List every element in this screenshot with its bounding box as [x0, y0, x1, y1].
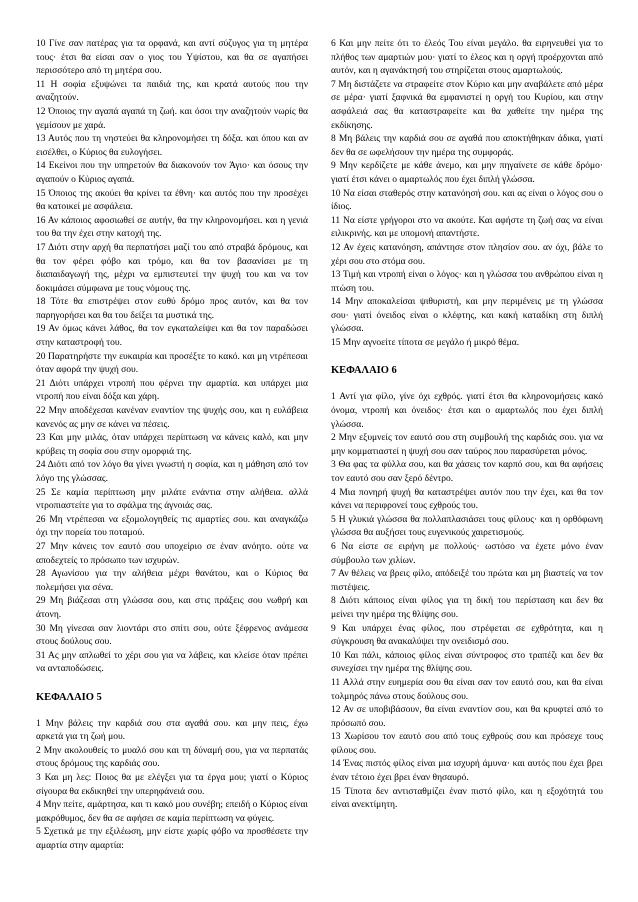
verse-paragraph: 29 Μη βιάζεσαι στη γλώσσα σου, και στις πράξεις σου νωθρή και άτονη. [36, 596, 308, 620]
verse-paragraph: 16 Αν κάποιος αφοσιωθεί σε αυτήν, θα την κληρονομήσει. και η γενιά του θα την έχει στην κατοχή της. [36, 215, 308, 240]
verse-paragraph: 2 Μην ακολουθείς το μυαλό σου και τη δύναμή σου, για να περπατάς στους δρόμους της καρδιάς σου. [36, 745, 308, 770]
verse-paragraph: 11 Αλλά στην ευημερία σου θα είναι σαν τον εαυτό σου, και θα είναι τολμηρός πάνω στους δούλους σου. [331, 677, 603, 702]
verse-paragraph: 6 Να είστε σε ειρήνη με πολλούς· ωστόσο να έχετε μόνο έναν σύμβουλο των χιλίων. [331, 541, 603, 566]
verse-paragraph: 6 Και μην πείτε ότι το έλεός Του είναι μεγάλο. θα ειρηνευθεί για το πλήθος των αμαρτιών μου· γιατί το έλεος και η οργή προέρχονται από αυτόν, και η αγανάκτησή του στηρίζεται στους αμαρτωλούς. [331, 39, 603, 77]
verse-paragraph: 10 Και πάλι, κάποιος φίλος είναι σύντροφος στο τραπέζι και δεν θα συνεχίσει την ημέρα της θλίψης σου. [331, 650, 603, 675]
verse-paragraph: 10 Να είσαι σταθερός στην κατανόησή σου. και ας είναι ο λόγος σου ο ίδιος. [331, 188, 603, 213]
verse-paragraph: 7 Μη διστάζετε να στραφείτε στον Κύριο και μην αναβάλετε από μέρα σε μέρα· γιατί ξαφνικά θα εμφανιστεί η οργή του Κυρίου, και στην ασφάλειά σας θα καταστραφείτε και θα χαθείτε την ημέρα της εκδίκησης. [331, 79, 603, 131]
verse-paragraph: 3 Θα φας τα φύλλα σου, και θα χάσεις τον καρπό σου, και θα αφήσεις τον εαυτό σου σαν ξερό δέντρο. [331, 460, 603, 484]
right-text-column [331, 38, 603, 813]
verse-paragraph: 12 Αν έχεις κατανόηση, απάντησε στον πλησίον σου. αν όχι, βάλε το χέρι σου στο στόμα σου. [331, 242, 603, 267]
verse-paragraph: 14 Ένας πιστός φίλος είναι μια ισχυρή άμυνα· και αυτός που έχει βρει έναν τέτοιο έχει βρει έναν θησαυρό. [331, 759, 603, 784]
verse-paragraph: 13 Αυτός που τη νηστεύει θα κληρονομήσει τη δόξα. και όπου και αν εισέλθει, ο Κύριος θα ευλογήσει. [36, 134, 308, 158]
verse-paragraph: 27 Μην κάνεις τον εαυτό σου υποχείριο σε έναν ανόητο. ούτε να αποδεχτείς το πρόσωπο των ισχυρών. [36, 541, 308, 566]
verse-paragraph: 7 Αν θέλεις να βρεις φίλο, απόδειξέ του πρώτα και μη βιαστείς να τον πιστέψεις. [331, 569, 603, 593]
verse-paragraph: 18 Τότε θα επιστρέψει στον ευθύ δρόμο προς αυτόν, και θα τον παρηγορήσει και θα του δείξει τα μυστικά της. [36, 297, 308, 321]
left-text-column [36, 38, 308, 854]
verse-paragraph: 14 Εκείνοι που την υπηρετούν θα διακονούν τον Άγιο· και όσους την αγαπούν ο Κύριος αγαπά. [36, 161, 308, 185]
verse-paragraph: 13 Τιμή και ντροπή είναι ο λόγος· και η γλώσσα του ανθρώπου είναι η πτώση του. [331, 270, 603, 294]
verse-paragraph: 8 Διότι κάποιος είναι φίλος για τη δική του περίσταση και δεν θα μείνει την ημέρα της θλίψης σου. [331, 596, 603, 620]
verse-paragraph: 17 Διότι στην αρχή θα περπατήσει μαζί του από στραβά δρόμους, και θα τον φέρει φόβο και τρόμο, και θα τον βασανίσει με τη διαπαιδαγωγή της, μέχρι να εμπιστευτεί την ψυχή του και να τον δοκιμάσει σύμφωνα με τους νόμους της. [36, 242, 308, 294]
verse-paragraph: 11 Να είστε γρήγοροι στο να ακούτε. Και αφήστε τη ζωή σας να είναι ειλικρινής. και με υπομονή απαντήστε. [331, 215, 603, 240]
verse-paragraph: 4 Μια πονηρή ψυχή θα καταστρέψει αυτόν που την έχει, και θα τον κάνει να περιφρονεί τους εχθρούς του. [331, 487, 603, 512]
paragraph-spacer [36, 677, 308, 691]
verse-paragraph: 5 Σχετικά με την εξιλέωση, μην είστε χωρίς φόβο να προσθέσετε την αμαρτία στην αμαρτία: [36, 827, 308, 852]
verse-paragraph: 15 Μην αγνοείτε τίποτα σε μεγάλο ή μικρό θέμα. [331, 338, 520, 349]
verse-paragraph: 9 Μην κερδίζετε με κάθε άνεμο, και μην πηγαίνετε σε κάθε δρόμο· γιατί έτσι κάνει ο αμαρτωλός που έχει διπλή γλώσσα. [331, 161, 603, 185]
verse-paragraph: 31 Ας μην απλωθεί το χέρι σου για να λάβεις, και κλείσε όταν πρέπει να ανταποδώσεις. [36, 650, 308, 675]
paragraph-spacer [331, 378, 603, 392]
verse-paragraph: 12 Όποιος την αγαπά αγαπά τη ζωή. και όσοι την αναζητούν νωρίς θα γεμίσουν με χαρά. [36, 106, 308, 131]
verse-paragraph: 20 Παρατηρήστε την ευκαιρία και προσέξτε το κακό. και μη ντρέπεσαι όταν αφορά την ψυχή σου. [36, 351, 308, 376]
verse-paragraph: 3 Και μη λες: Ποιος θα με ελέγξει για τα έργα μου; γιατί ο Κύριος σίγουρα θα εκδικηθεί την υπερηφάνειά σου. [36, 773, 308, 797]
verse-paragraph: 1 Μην βάλεις την καρδιά σου στα αγαθά σου. και μην πεις, έχω αρκετά για τη ζωή μου. [36, 718, 308, 743]
verse-paragraph: 4 Μην πείτε, αμάρτησα, και τι κακό μου συνέβη; επειδή ο Κύριος είναι μακρόθυμος, δεν θα σε αφήσει σε καμία περίπτωση να φύγεις. [36, 800, 308, 824]
verse-paragraph: 12 Αν σε υποβιβάσουν, θα είναι εναντίον σου, και θα κρυφτεί από το πρόσωπό σου. [331, 705, 603, 729]
verse-paragraph: 11 Η σοφία εξυψώνει τα παιδιά της, και κρατά αυτούς που την αναζητούν. [36, 79, 308, 104]
chapter-heading: ΚΕΦΑΛΑΙΟ 5 [36, 691, 102, 703]
chapter-heading: ΚΕΦΑΛΑΙΟ 6 [331, 365, 397, 377]
verse-paragraph: 5 Η γλυκιά γλώσσα θα πολλαπλασιάσει τους φίλους· και η ορθόφωνη γλώσσα θα αυξήσει τους ευγενικούς χαιρετισμούς. [331, 514, 603, 539]
verse-paragraph: 28 Αγωνίσου για την αλήθεια μέχρι θανάτου, και ο Κύριος θα πολεμήσει για σένα. [36, 569, 308, 593]
verse-paragraph: 19 Αν όμως κάνει λάθος, θα τον εγκαταλείψει και θα τον παραδώσει στην καταστροφή του. [36, 324, 308, 349]
verse-paragraph: 1 Αντί για φίλο, γίνε όχι εχθρός. γιατί έτσι θα κληρονομήσεις κακό όνομα, ντροπή και όνειδος· έτσι και ο αμαρτωλός που έχει διπλή γλώσσα. [331, 392, 603, 430]
verse-paragraph: 21 Διότι υπάρχει ντροπή που φέρνει την αμαρτία. και υπάρχει μια ντροπή που είναι δόξα και χάρη. [36, 378, 308, 403]
verse-paragraph: 24 Διότι από τον λόγο θα γίνει γνωστή η σοφία, και η μάθηση από τον λόγο της γλώσσας. [36, 460, 308, 484]
verse-paragraph: 26 Μη ντρέπεσαι να εξομολογηθείς τις αμαρτίες σου. και αναγκάζω όχι την πορεία του ποταμού. [36, 514, 308, 539]
verse-paragraph: 23 Και μην μιλάς, όταν υπάρχει περίπτωση να κάνεις καλό, και μην κρύβεις τη σοφία σου στην ομορφιά της. [36, 433, 308, 457]
verse-paragraph: 10 Γίνε σαν πατέρας για τα ορφανά, και αντί σύζυγος για τη μητέρα τους· έτσι θα είσαι σαν ο γιος του Υψίστου, και θα σε αγαπήσει περισσότερο από τη μητέρα σου. [36, 39, 308, 77]
verse-paragraph: 15 Τίποτα δεν αντισταθμίζει έναν πιστό φίλο, και η εξοχότητά του είναι ανεκτίμητη. [331, 786, 603, 811]
verse-paragraph: 15 Όποιος της ακούει θα κρίνει τα έθνη· και αυτός που την προσέχει θα κατοικεί με ασφάλεια. [36, 188, 308, 213]
verse-paragraph: 30 Μη γίνεσαι σαν λιοντάρι στο σπίτι σου, ούτε ξέφρενος ανάμεσα στους δούλους σου. [36, 623, 308, 648]
verse-paragraph: 25 Σε καμία περίπτωση μην μιλάτε ενάντια στην αλήθεια. αλλά ντροπιαστείτε για το σφάλμα της άγνοιάς σας. [36, 487, 308, 512]
verse-paragraph: 9 Και υπάρχει ένας φίλος, που στρέφεται σε εχθρότητα, και η σύγκρουση θα ανακαλύψει την ονειδισμό σου. [331, 623, 603, 648]
verse-paragraph: 8 Μη βάλεις την καρδιά σου σε αγαθά που αποκτήθηκαν άδικα, γιατί δεν θα σε ωφελήσουν την ημέρα της συμφοράς. [331, 134, 603, 158]
verse-paragraph: 14 Μην αποκαλείσαι ψιθυριστή, και μην περιμένεις με τη γλώσσα σου· γιατί όνειδος είναι ο κλέφτης, και κακή καταδίκη στη διπλή γλώσσα. [331, 297, 603, 335]
verse-paragraph: 2 Μην εξυμνείς τον εαυτό σου στη συμβουλή της καρδιάς σου. για να μην κομματιαστεί η ψυχή σου σαν ταύρος που παρασύρεται μόνος. [331, 433, 603, 457]
verse-paragraph: 22 Μην αποδέχεσαι κανέναν εναντίον της ψυχής σου, και η ευλάβεια κανενός ας μην σε κάνει να πέσεις. [36, 406, 308, 430]
paragraph-spacer [331, 351, 603, 365]
paragraph-spacer [36, 704, 308, 718]
verse-paragraph: 13 Χωρίσου τον εαυτό σου από τους εχθρούς σου και πρόσεχε τους φίλους σου. [331, 732, 603, 756]
